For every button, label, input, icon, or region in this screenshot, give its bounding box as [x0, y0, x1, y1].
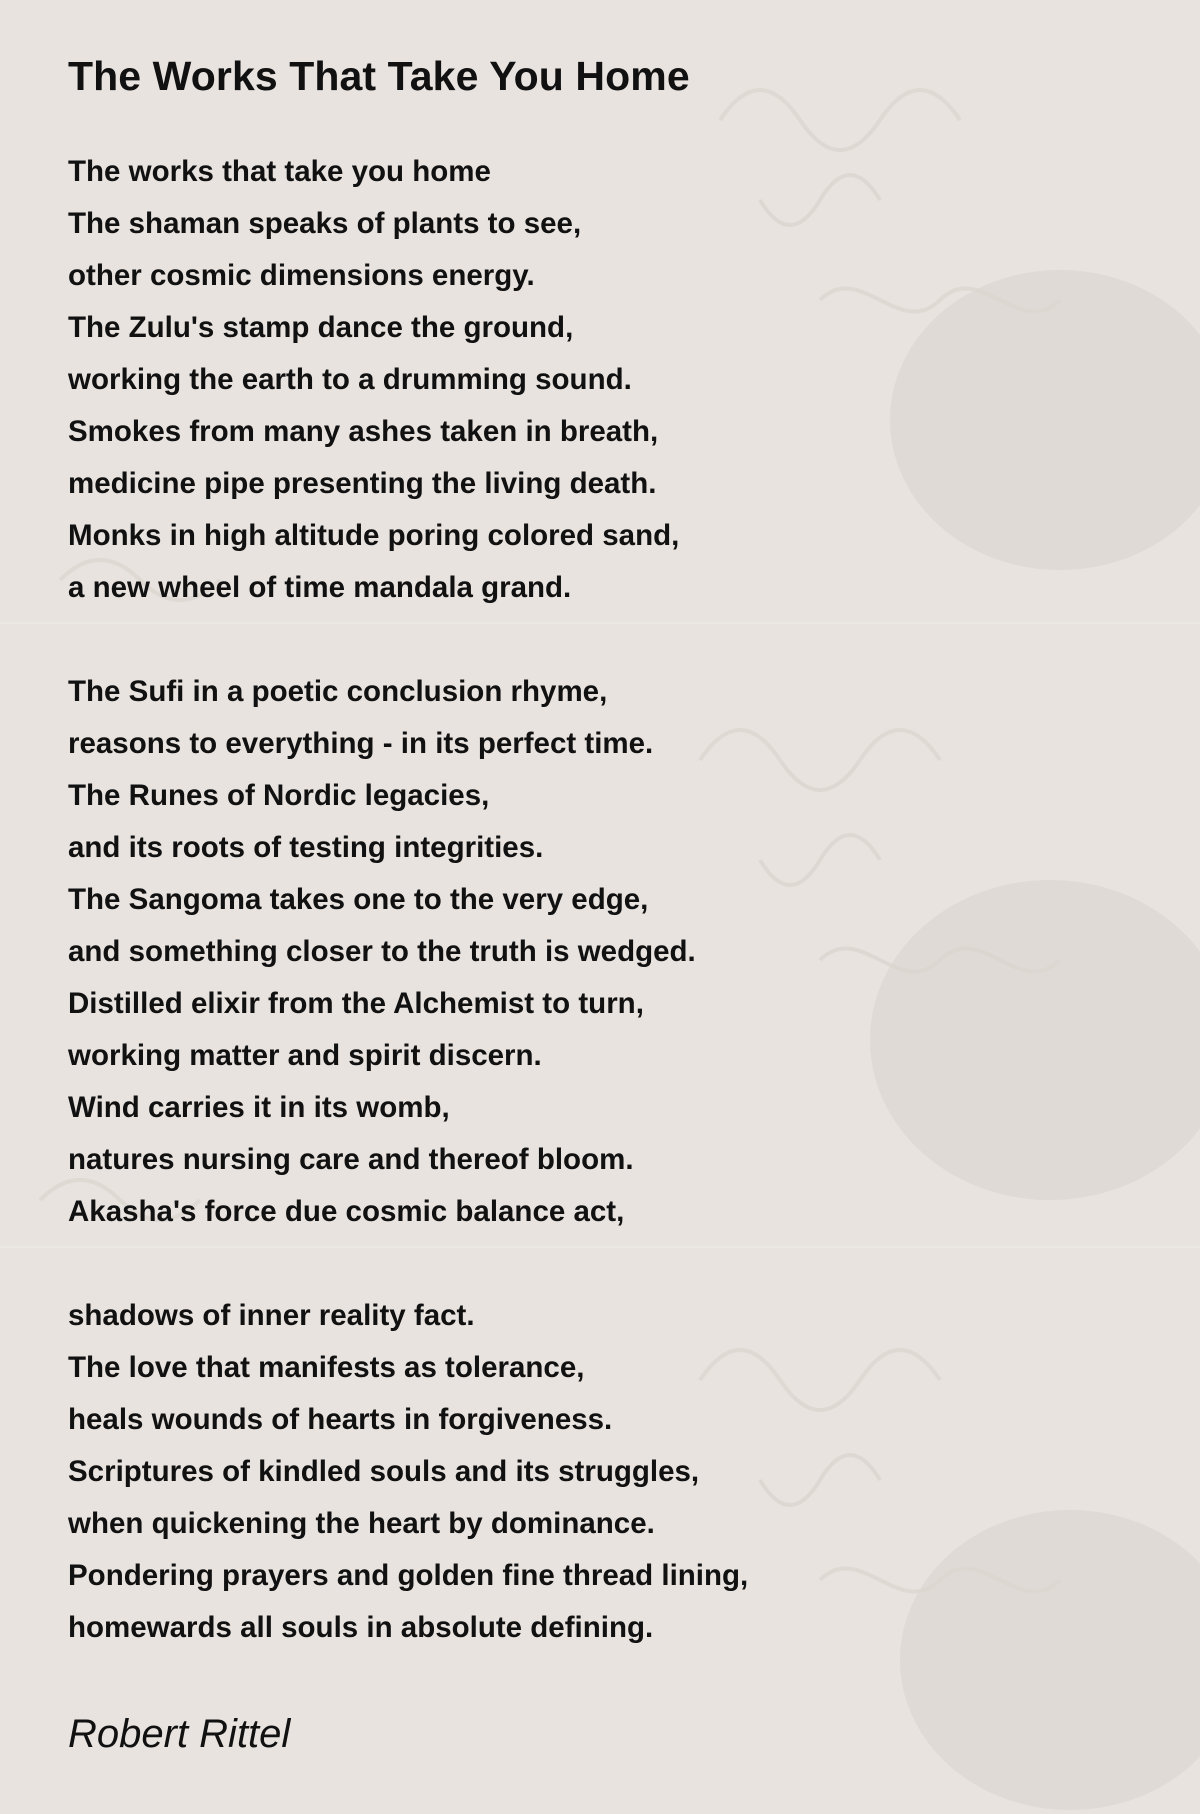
poem-line: Monks in high altitude poring colored sand, — [68, 519, 680, 552]
poem-title: The Works That Take You Home — [68, 53, 690, 99]
poem-line: and something closer to the truth is wedged. — [68, 935, 696, 968]
poem-line: The Sufi in a poetic conclusion rhyme, — [68, 675, 608, 708]
poem-line: The works that take you home — [68, 155, 491, 188]
poem-line: when quickening the heart by dominance. — [68, 1507, 655, 1540]
poem-body — [68, 146, 1128, 1654]
poem-line: Smokes from many ashes taken in breath, — [68, 415, 659, 448]
author-name: Robert Rittel — [68, 1712, 291, 1756]
poem-line: a new wheel of time mandala grand. — [68, 571, 572, 604]
poem-line: Distilled elixir from the Alchemist to turn, — [68, 987, 644, 1020]
poem-line: The Zulu's stamp dance the ground, — [68, 311, 574, 344]
poem-line: The love that manifests as tolerance, — [68, 1351, 585, 1384]
poem-line: medicine pipe presenting the living death. — [68, 467, 657, 500]
poem-line: and its roots of testing integrities. — [68, 831, 544, 864]
poem-line: The Runes of Nordic legacies, — [68, 779, 490, 812]
poem-line: shadows of inner reality fact. — [68, 1299, 475, 1332]
poem-line: working the earth to a drumming sound. — [68, 363, 632, 396]
poem-line: other cosmic dimensions energy. — [68, 259, 535, 292]
stanza-2 — [68, 666, 1128, 1238]
poem-line: working matter and spirit discern. — [68, 1039, 542, 1072]
poem-line: Pondering prayers and golden fine thread lining, — [68, 1559, 749, 1592]
poem-line: Wind carries it in its womb, — [68, 1091, 450, 1124]
poem-line: Scriptures of kindled souls and its struggles, — [68, 1455, 700, 1488]
poem-line: heals wounds of hearts in forgiveness. — [68, 1403, 613, 1436]
poem-line: homewards all souls in absolute defining. — [68, 1611, 654, 1644]
poem-line: natures nursing care and thereof bloom. — [68, 1143, 634, 1176]
stanza-3 — [68, 1290, 1128, 1654]
poem-line: Akasha's force due cosmic balance act, — [68, 1195, 625, 1228]
poem-line: The Sangoma takes one to the very edge, — [68, 883, 649, 916]
stanza-1 — [68, 146, 1128, 614]
poem-line: reasons to everything - in its perfect time. — [68, 727, 654, 760]
poem-line: The shaman speaks of plants to see, — [68, 207, 582, 240]
